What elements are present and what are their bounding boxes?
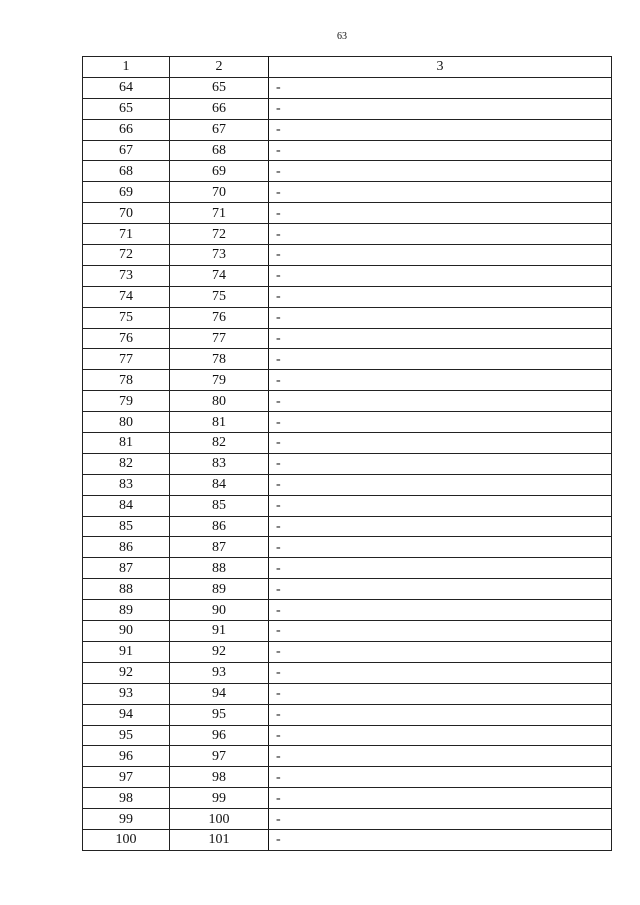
table-cell-col-3: - [269,370,612,391]
table-row [83,370,612,391]
table-cell-col-3: - [269,140,612,161]
table-cell-col-3: - [269,579,612,600]
table-cell-col-1: 79 [83,391,170,412]
table-cell-col-1: 82 [83,453,170,474]
table-cell-col-2: 100 [170,809,269,830]
table-cell-col-3: - [269,558,612,579]
table-cell-col-1: 84 [83,495,170,516]
table-row [83,182,612,203]
table-row [83,829,612,850]
table-row [83,683,612,704]
table-row [83,265,612,286]
table-cell-col-1: 64 [83,77,170,98]
table-row [83,767,612,788]
table-cell-col-3: - [269,412,612,433]
column-header-2: 2 [170,57,269,78]
table-row [83,516,612,537]
table-cell-col-1: 95 [83,725,170,746]
table-row [83,203,612,224]
table-cell-col-2: 86 [170,516,269,537]
table-row [83,349,612,370]
table-cell-col-3: - [269,453,612,474]
table-cell-col-1: 92 [83,662,170,683]
table-cell-col-2: 75 [170,286,269,307]
table-cell-col-3: - [269,621,612,642]
table-cell-col-1: 94 [83,704,170,725]
table-cell-col-2: 92 [170,641,269,662]
table-row [83,725,612,746]
table-cell-col-3: - [269,182,612,203]
table-cell-col-2: 73 [170,245,269,266]
table-cell-col-3: - [269,662,612,683]
table-cell-col-3: - [269,641,612,662]
table-row [83,98,612,119]
table-row [83,641,612,662]
table-cell-col-1: 73 [83,265,170,286]
table-cell-col-1: 99 [83,809,170,830]
table-row [83,161,612,182]
table-cell-col-3: - [269,119,612,140]
table-cell-col-3: - [269,77,612,98]
table-cell-col-2: 67 [170,119,269,140]
table-row [83,746,612,767]
table-row [83,433,612,454]
table-cell-col-3: - [269,224,612,245]
table-cell-col-2: 65 [170,77,269,98]
table-row [83,809,612,830]
table-cell-col-2: 74 [170,265,269,286]
table-cell-col-2: 72 [170,224,269,245]
table-cell-col-3: - [269,433,612,454]
table-cell-col-1: 96 [83,746,170,767]
table-cell-col-3: - [269,704,612,725]
data-table [82,56,612,851]
table-cell-col-2: 71 [170,203,269,224]
table-cell-col-1: 97 [83,767,170,788]
table-cell-col-1: 68 [83,161,170,182]
table-cell-col-2: 83 [170,453,269,474]
table-row [83,621,612,642]
table-cell-col-2: 91 [170,621,269,642]
table-cell-col-1: 89 [83,600,170,621]
table-cell-col-2: 99 [170,788,269,809]
table-cell-col-1: 85 [83,516,170,537]
table-cell-col-3: - [269,265,612,286]
table-cell-col-1: 78 [83,370,170,391]
table-row [83,537,612,558]
table-cell-col-1: 70 [83,203,170,224]
table-cell-col-3: - [269,725,612,746]
table-cell-col-3: - [269,600,612,621]
table-body [83,57,612,851]
table-row [83,328,612,349]
table-cell-col-1: 93 [83,683,170,704]
table-cell-col-2: 94 [170,683,269,704]
table-cell-col-2: 93 [170,662,269,683]
table-cell-col-1: 69 [83,182,170,203]
table-cell-col-1: 66 [83,119,170,140]
table-row [83,579,612,600]
table-cell-col-1: 100 [83,829,170,850]
column-header-1: 1 [83,57,170,78]
table-cell-col-3: - [269,98,612,119]
table-cell-col-3: - [269,829,612,850]
table-cell-col-3: - [269,349,612,370]
table-cell-col-1: 71 [83,224,170,245]
table-cell-col-1: 98 [83,788,170,809]
table-row [83,140,612,161]
table-row [83,307,612,328]
table-cell-col-1: 67 [83,140,170,161]
table-cell-col-2: 66 [170,98,269,119]
table-cell-col-3: - [269,516,612,537]
table-cell-col-2: 95 [170,704,269,725]
table-cell-col-3: - [269,286,612,307]
table-row [83,495,612,516]
table-cell-col-1: 76 [83,328,170,349]
table-cell-col-2: 98 [170,767,269,788]
table-row [83,77,612,98]
table-cell-col-1: 80 [83,412,170,433]
table-cell-col-3: - [269,495,612,516]
table-cell-col-2: 68 [170,140,269,161]
table-header-row [83,57,612,78]
page-number: 63 [337,31,347,42]
table-cell-col-2: 80 [170,391,269,412]
table-row [83,286,612,307]
table-cell-col-1: 83 [83,474,170,495]
table-cell-col-3: - [269,245,612,266]
table-cell-col-2: 88 [170,558,269,579]
table-row [83,391,612,412]
table-cell-col-3: - [269,683,612,704]
table-cell-col-2: 89 [170,579,269,600]
table-row [83,558,612,579]
table-cell-col-3: - [269,788,612,809]
table-cell-col-1: 74 [83,286,170,307]
table-row [83,788,612,809]
table-cell-col-3: - [269,328,612,349]
table-cell-col-2: 87 [170,537,269,558]
table-cell-col-3: - [269,391,612,412]
table-cell-col-1: 75 [83,307,170,328]
table-cell-col-2: 69 [170,161,269,182]
table-cell-col-3: - [269,767,612,788]
table-cell-col-1: 86 [83,537,170,558]
table-cell-col-1: 87 [83,558,170,579]
column-header-3: 3 [269,57,612,78]
table-row [83,704,612,725]
table-cell-col-3: - [269,809,612,830]
table-row [83,453,612,474]
table-cell-col-2: 101 [170,829,269,850]
table-cell-col-2: 78 [170,349,269,370]
table-row [83,662,612,683]
table-row [83,600,612,621]
table-cell-col-1: 77 [83,349,170,370]
table-cell-col-3: - [269,203,612,224]
table-cell-col-1: 91 [83,641,170,662]
table-cell-col-1: 90 [83,621,170,642]
table-row [83,245,612,266]
table-cell-col-3: - [269,161,612,182]
table-cell-col-3: - [269,474,612,495]
table-cell-col-2: 85 [170,495,269,516]
table-cell-col-3: - [269,307,612,328]
table-cell-col-2: 82 [170,433,269,454]
table-cell-col-1: 88 [83,579,170,600]
table-row [83,412,612,433]
table-cell-col-2: 90 [170,600,269,621]
table-cell-col-2: 76 [170,307,269,328]
table-cell-col-2: 79 [170,370,269,391]
table-cell-col-2: 77 [170,328,269,349]
table-row [83,224,612,245]
table-cell-col-2: 81 [170,412,269,433]
table-cell-col-1: 72 [83,245,170,266]
table-row [83,474,612,495]
table-cell-col-2: 70 [170,182,269,203]
table-cell-col-1: 81 [83,433,170,454]
table-cell-col-2: 84 [170,474,269,495]
table-cell-col-1: 65 [83,98,170,119]
table-cell-col-3: - [269,746,612,767]
table-cell-col-2: 97 [170,746,269,767]
table-cell-col-3: - [269,537,612,558]
table-row [83,119,612,140]
table-cell-col-2: 96 [170,725,269,746]
